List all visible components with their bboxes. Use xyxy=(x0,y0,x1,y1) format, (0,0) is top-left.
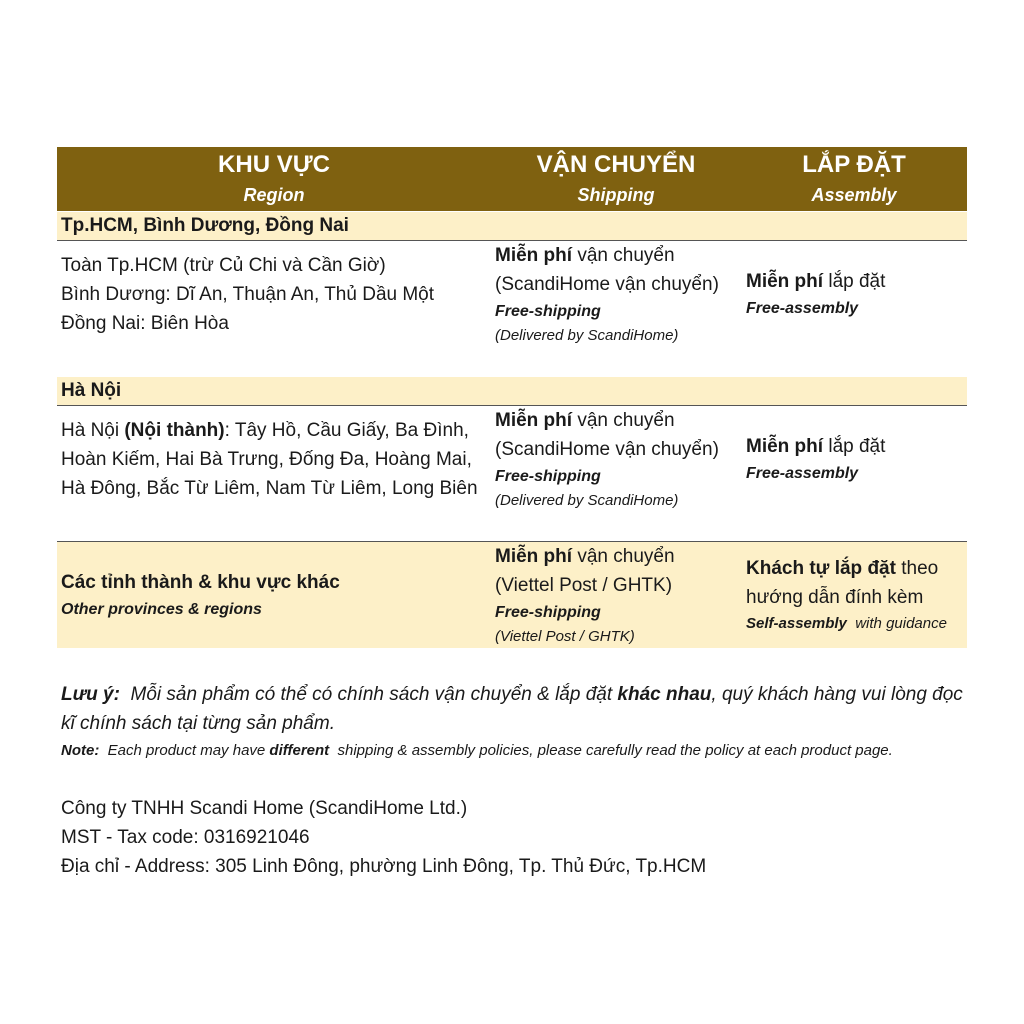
shipping-cell xyxy=(495,406,719,513)
company-name: Công ty TNHH Scandi Home (ScandiHome Ltd.) xyxy=(61,798,468,819)
assembly-guide: hướng dẫn đính kèm xyxy=(746,587,924,608)
shipping-provider: (Viettel Post / GHTK) xyxy=(495,575,673,596)
shipping-en: Free-shipping xyxy=(495,468,601,485)
company-address: Địa chỉ - Address: 305 Linh Đông, phường Linh Đông, Tp. Thủ Đức, Tp.HCM xyxy=(61,856,707,877)
assembly-free-label: Miễn phí xyxy=(746,271,824,292)
region-line: Hà Đông, Bắc Từ Liêm, Nam Từ Liêm, Long Biên xyxy=(61,478,478,499)
shipping-en-note: (Delivered by ScandiHome) xyxy=(495,492,679,509)
assembly-cell xyxy=(746,432,885,486)
section-title: Các tỉnh thành & khu vực khác xyxy=(61,572,340,593)
company-info xyxy=(61,794,706,881)
shipping-free-label: Miễn phí xyxy=(495,245,573,266)
assembly-cell xyxy=(746,267,885,321)
shipping-cell xyxy=(495,542,675,649)
header-shipping-sub: Shipping xyxy=(577,185,655,205)
shipping-provider: (ScandiHome vận chuyển) xyxy=(495,274,719,295)
shipping-en-note: (Viettel Post / GHTK) xyxy=(495,628,635,645)
header-shipping-title: VẬN CHUYỂN xyxy=(536,151,696,178)
header-shipping xyxy=(491,147,741,211)
header-assembly xyxy=(741,147,967,211)
table-header xyxy=(57,147,967,211)
note-block xyxy=(61,680,971,764)
section-title-en: Other provinces & regions xyxy=(61,601,262,618)
shipping-text: vận chuyển xyxy=(572,546,675,567)
assembly-free-label: Miễn phí xyxy=(746,436,824,457)
assembly-text: theo xyxy=(895,558,939,579)
assembly-text: lắp đặt xyxy=(823,271,886,292)
region-line: Hoàn Kiếm, Hai Bà Trưng, Đống Đa, Hoàng Mai, xyxy=(61,449,472,470)
shipping-provider: (ScandiHome vận chuyển) xyxy=(495,439,719,460)
assembly-en: Free-assembly xyxy=(746,300,859,317)
region-line: Đồng Nai: Biên Hòa xyxy=(61,313,229,334)
shipping-en: Free-shipping xyxy=(495,303,601,320)
company-tax: MST - Tax code: 0316921046 xyxy=(61,827,310,848)
shipping-text: vận chuyển xyxy=(572,245,675,266)
section-title: Tp.HCM, Bình Dương, Đồng Nai xyxy=(61,215,349,236)
shipping-free-label: Miễn phí xyxy=(495,546,573,567)
note-en: Note: Each product may have different shipping & assembly policies, please carefully read the policy at each product page. xyxy=(61,742,893,759)
region-cell xyxy=(61,251,434,338)
header-region-sub: Region xyxy=(243,185,305,205)
section-hcm-band xyxy=(57,212,967,240)
assembly-en: Free-assembly xyxy=(746,465,859,482)
shipping-en-note: (Delivered by ScandiHome) xyxy=(495,327,679,344)
assembly-en: Self-assembly with guidance xyxy=(746,615,947,632)
header-assembly-sub: Assembly xyxy=(811,185,897,205)
region-line: Bình Dương: Dĩ An, Thuận An, Thủ Dầu Một xyxy=(61,284,435,305)
header-region xyxy=(57,147,491,211)
section-title: Hà Nội xyxy=(61,380,122,401)
region-cell xyxy=(61,416,478,503)
note-vi-line2: kĩ chính sách tại từng sản phẩm. xyxy=(61,713,335,734)
section-hanoi-band xyxy=(57,377,967,405)
region-line: Toàn Tp.HCM (trừ Củ Chi và Cần Giờ) xyxy=(61,255,386,276)
assembly-cell xyxy=(746,554,947,636)
header-assembly-title: LẮP ĐẶT xyxy=(802,151,906,178)
region-line: Hà Nội (Nội thành): Tây Hồ, Cầu Giấy, Ba Đình, xyxy=(61,420,469,441)
shipping-free-label: Miễn phí xyxy=(495,410,573,431)
assembly-text: lắp đặt xyxy=(823,436,886,457)
note-vi: Lưu ý: Mỗi sản phẩm có thể có chính sách vận chuyển & lắp đặt khác nhau, quý khách hàng vui lòng đọc xyxy=(61,684,963,705)
shipping-text: vận chuyển xyxy=(572,410,675,431)
shipping-cell xyxy=(495,241,719,348)
header-region-title: KHU VỰC xyxy=(218,151,330,178)
assembly-self-label: Khách tự lắp đặt xyxy=(746,558,896,579)
shipping-en: Free-shipping xyxy=(495,604,601,621)
region-cell xyxy=(61,569,340,622)
